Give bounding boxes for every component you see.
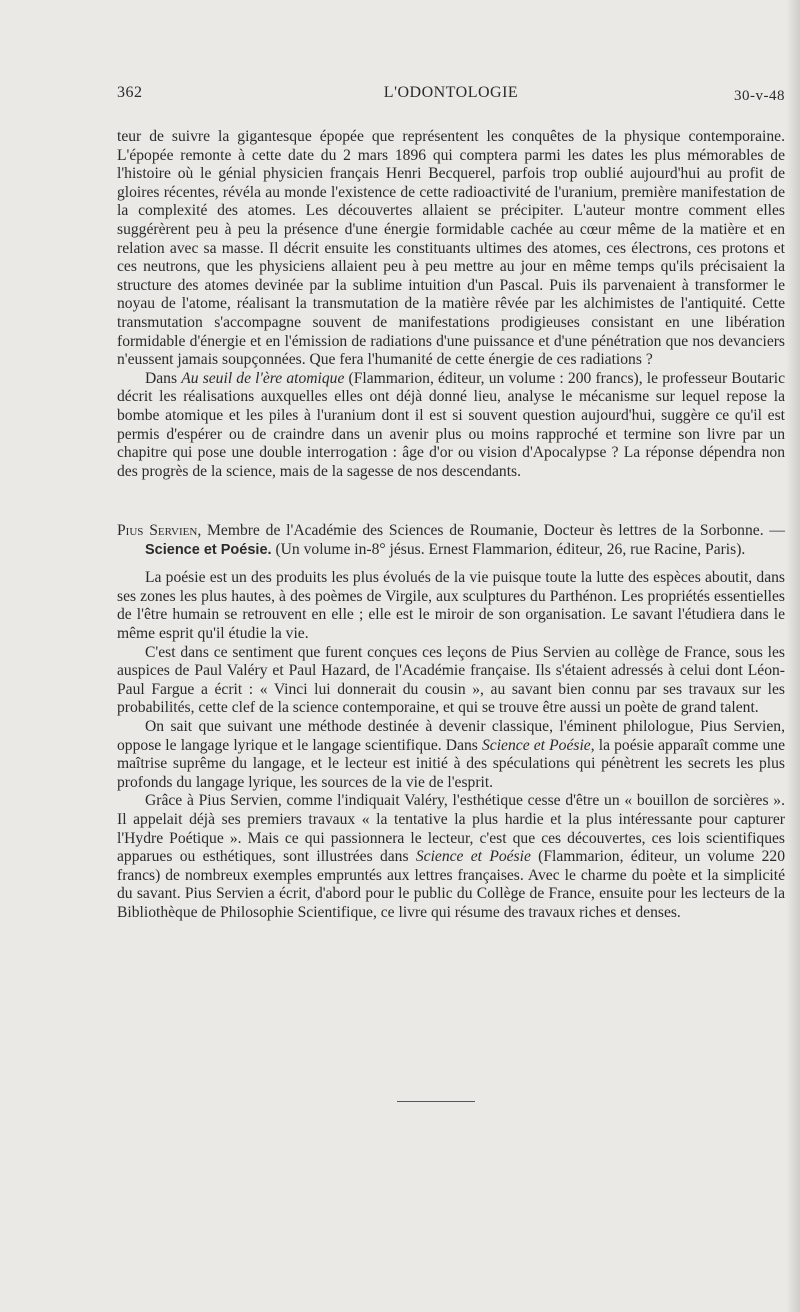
book-title-italic: Science et Poésie [415, 848, 531, 866]
text-run: (Flammarion, éditeur, un volume 220 francs) de nombreux exemples empruntés aux lettres françaises. Avec le charme du poète et la simplicité du savant. Pius Servien a écrit, d'abord pour le public du Collège de France, ensuite pour les lecteurs de la Bibliothèque de Philosophie Scientifique, ce livre qui résume des travaux riches et denses. [117, 848, 786, 921]
section-divider [397, 1101, 475, 1102]
issue-date: 30-v-48 [734, 88, 785, 104]
text-run: (Flammarion, éditeur, un volume : 200 francs), le professeur Boutaric décrit les réalisations auxquelles elles ont déjà donné lieu, analyse le mécanisme sur lequel repose la bombe atomique et les piles à l'uranium dont il est si souvent question aujourd'hui, suggère ce qu'il est permis d'espérer ou de craindre dans un avenir plus ou moins rapproché et termine son livre par un chapitre qui pose une double interrogation : âge d'or ou vision d'Apocalypse ? La réponse dépendra non des progrès de la science, mais de la sagesse de nos descendants. [117, 369, 785, 480]
text-run: , la poésie apparaît comme une maîtrise suprême du langage, et le lecteur est initié à des spéculations qui pénètrent les secrets les plus profonds du langage lyrique, les sources de la vie de l'esprit. [117, 736, 785, 791]
review-para-2: C'est dans ce sentiment que furent conçues ces leçons de Pius Servien au collège de France, sous les auspices de Paul Valéry et Paul Hazard, de l'Académie française. Ils s'étaient adressés à celui dont Léon-Paul Fargue a écrit : « Vinci lui donnerait du cousin », au savant bien connu par ses travaux sur les probabilités, cette clef de la science contemporaine, et qui se trouve être aussi un poète de grand talent. [117, 643, 785, 717]
book-info: (Un volume in-8° jésus. Ernest Flammarion, éditeur, 26, rue Racine, Paris). [271, 540, 746, 558]
book-title-italic: Science et Poésie [482, 736, 591, 754]
text-run: On sait que suivant une méthode destinée à devenir classique, l'éminent philologue, Pius Servien, oppose le langage lyrique et le langage scientifique. Dans [117, 717, 785, 754]
review-science-poesie [117, 522, 785, 922]
page-edge-shadow [786, 0, 800, 1312]
journal-title: L'ODONTOLOGIE [383, 84, 519, 101]
text-run: Dans [145, 369, 182, 387]
page-header [117, 84, 785, 106]
author-description: , Membre de l'Académie des Sciences de Roumanie, Docteur ès lettres de la Sorbonne. — [197, 522, 785, 539]
review-para-4 [117, 792, 785, 922]
review-para-3 [117, 718, 785, 792]
page-number: 362 [117, 84, 143, 101]
review-para-1: La poésie est un des produits les plus évolués de la vie puisque toute la lutte des espèces aboutit, dans ses zones les plus hautes, à des poèmes de Virgile, aux sculptures du Parthénon. Les propriétés essentielles de l'être humain se retrouvent en elle ; elle est le miroir de son organisation. Le savant l'étudiera dans le même esprit qu'il étudie la vie. [117, 569, 785, 642]
review-atomic-para-2 [117, 370, 785, 482]
review-entry-heading [117, 522, 785, 559]
text-run: Grâce à Pius Servien, comme l'indiquait Valéry, l'esthétique cesse d'être un « bouillon de sorcières ». Il appelait déjà ses premiers travaux « la tentative la plus hardie et la plus intéressante pour capturer l'Hydre Poétique ». Mais ce qui passionnera le lecteur, c'est que ces découvertes, ces lois scientifiques apparues ou esthétiques, sont illustrées dans [117, 792, 785, 866]
review-atomic [117, 128, 785, 481]
review-atomic-para-1: teur de suivre la gigantesque épopée que représentent les conquêtes de la physique contemporaine. L'épopée remonte à cette date du 2 mars 1896 qui comptera parmi les dates les plus mémorables de l'histoire où le génial physicien français Henri Becquerel, parfois trop oublié aujourd'hui au profit de gloires récentes, révéla au monde l'existence de cette radioactivité de l'uranium, première manifestation de la complexité des atomes. Les découvertes allaient se précipiter. L'auteur montre comment elles suggérèrent peu à peu la présence d'une énergie formidable cachée au cœur même de la matière et en relation avec sa masse. Il décrit ensuite les constituants ultimes des atomes, ces électrons, ces protons et ces neutrons, que les physiciens allaient peu à peu mettre au jour en même temps qu'ils précisaient la structure des atomes devinée par la sublime intuition d'un Pascal. Puis ils parvenaient à transformer le noyau de l'atome, réalisant la transmutation de la matière rêvée par les alchimistes de l'antiquité. Cette transmutation s'accompagne souvent de manifestations prodigieuses consistant en une libération formidable d'énergie et en l'émission de radiations d'une puissance et d'une pénétration que nos devanciers n'eussent jamais soupçonnées. Que fera l'humanité de cette énergie de ces radiations ? [117, 128, 785, 369]
book-title: Science et Poésie. [145, 541, 272, 558]
book-title-italic: Au seuil de l'ère atomique [181, 369, 345, 387]
author-name: Pius Servien [117, 522, 198, 539]
